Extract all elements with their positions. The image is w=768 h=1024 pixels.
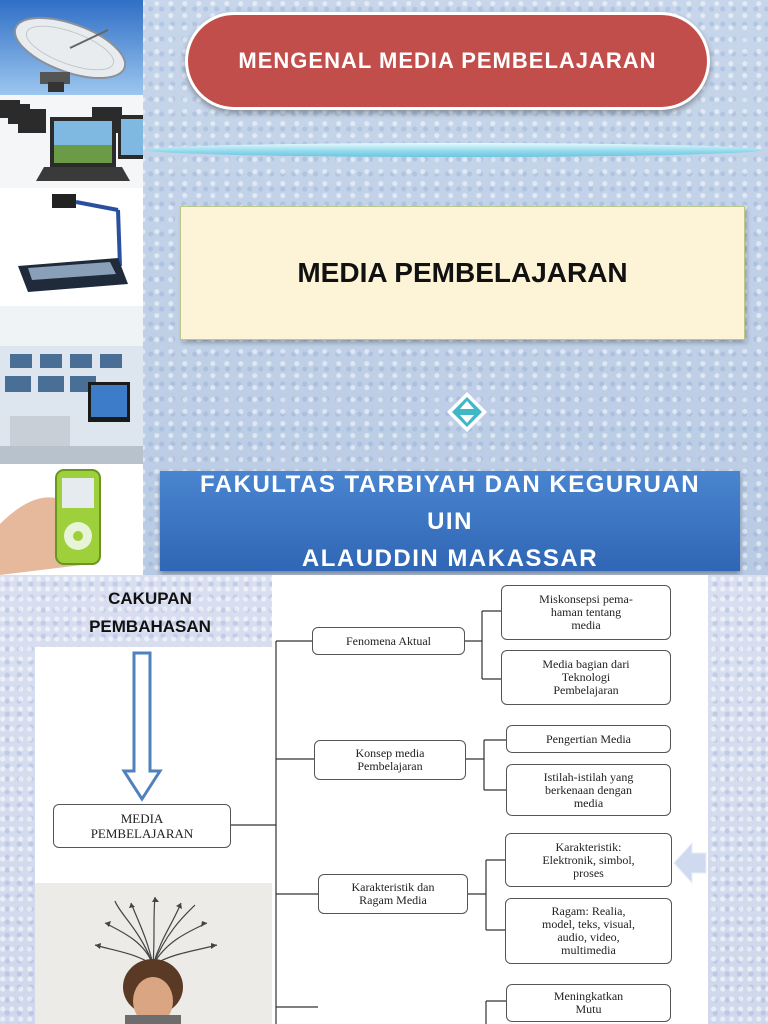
down-arrow-icon bbox=[124, 653, 160, 799]
leaf-node: Istilah-istilah yang berkenaan dengan media bbox=[506, 764, 671, 816]
overhead-projector-image bbox=[0, 188, 143, 306]
heading-line-2: PEMBAHASAN bbox=[89, 617, 211, 636]
branch-node: Karakteristik dan Ragam Media bbox=[318, 874, 468, 914]
banner-line-2: ALAUDDIN MAKASSAR bbox=[301, 544, 599, 572]
branch-node: Konsep media Pembelajaran bbox=[314, 740, 466, 780]
branch-node: Fenomena Aktual bbox=[312, 627, 465, 655]
slide-overview bbox=[0, 575, 768, 1024]
subtitle-box bbox=[180, 206, 745, 340]
leaf-node: Meningkatkan Mutu bbox=[506, 984, 671, 1022]
subtitle-text: MEDIA PEMBELAJARAN bbox=[297, 257, 628, 288]
thinking-person-image bbox=[35, 883, 272, 1024]
title-pill bbox=[185, 12, 710, 110]
leaf-node: Media bagian dari Teknologi Pembelajaran bbox=[501, 650, 671, 705]
leaf-node: Pengertian Media bbox=[506, 725, 671, 753]
satellite-dish-image bbox=[0, 0, 143, 95]
decorative-bar bbox=[147, 143, 762, 157]
laptops-image bbox=[0, 95, 143, 188]
faculty-banner bbox=[160, 471, 740, 571]
banner-line-1: FAKULTAS TARBIYAH DAN KEGURUAN UIN bbox=[199, 470, 701, 535]
computer-lab-image bbox=[0, 306, 143, 464]
root-node: MEDIA PEMBELAJARAN bbox=[53, 804, 231, 848]
leaf-node: Miskonsepsi pema- haman tentang media bbox=[501, 585, 671, 640]
leaf-node: Ragam: Realia, model, teks, visual, audio, video, multimedia bbox=[505, 898, 672, 964]
left-arrow-icon bbox=[674, 843, 706, 883]
mp3-player-image bbox=[0, 464, 143, 575]
heading-line-1: CAKUPAN bbox=[108, 589, 192, 608]
up-down-diamond-icon bbox=[445, 390, 489, 434]
slide-title-text: MENGENAL MEDIA PEMBELAJARAN bbox=[238, 48, 657, 73]
leaf-node: Karakteristik: Elektronik, simbol, proses bbox=[505, 833, 672, 887]
